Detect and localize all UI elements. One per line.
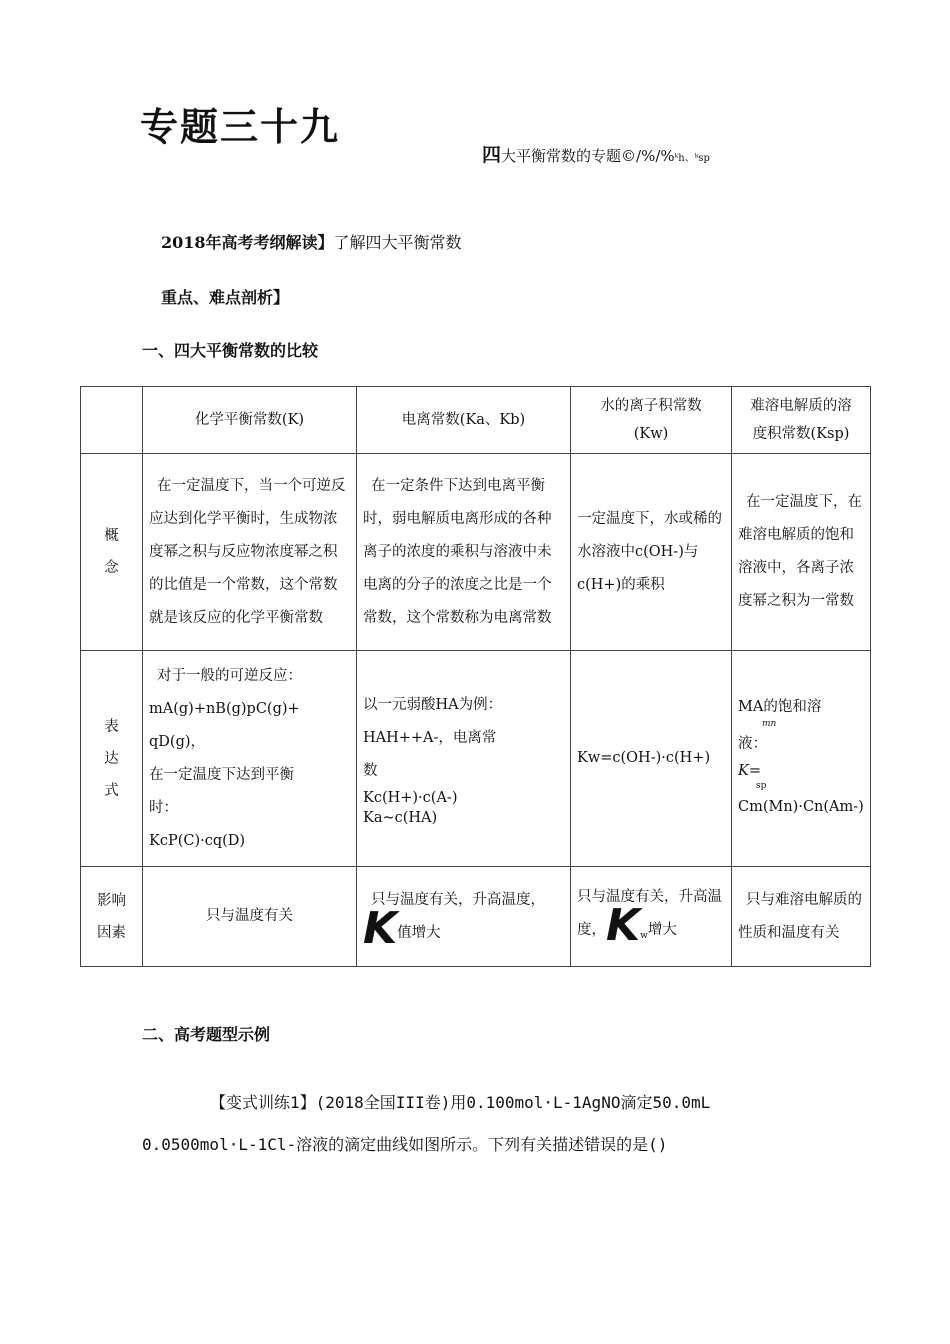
expression-k-line1: 对于一般的可逆反应：: [157, 667, 302, 684]
expression-ksp-line3-text: K=: [738, 762, 761, 779]
keypoints-heading: 重点、难点剖析】: [161, 288, 290, 307]
header-equilibrium-constant: 化学平衡常数(K): [143, 387, 357, 454]
syllabus-label: 2018年高考考纲解读】: [161, 233, 334, 252]
expression-ka-line4: Kc(H+)·c(A-): [363, 790, 458, 806]
row-label-factors: [81, 867, 143, 967]
header-ksp-line1: 难溶电解质的溶: [750, 398, 852, 414]
subtitle-tail: ᵏh、ᵏsp: [674, 153, 710, 164]
subtitle-text: 大平衡常数的专题©/%/%: [501, 147, 675, 165]
expression-ka-line2: HAH++A-，电离常: [363, 730, 497, 746]
factors-kw-k-symbol: K: [606, 899, 641, 951]
section-1-heading: 一、四大平衡常数的比较: [142, 341, 319, 360]
expression-ksp-line1-small: mn: [762, 718, 777, 729]
row-label-factors-1: 影响: [97, 892, 126, 909]
row-label-concept-2: 念: [104, 560, 119, 576]
expression-k-line3: qD(g)，: [149, 733, 206, 750]
concept-ka: 在一定条件下达到电离平衡时，弱电解质电离形成的各种离子的浓度的乘积与溶液中未电离的分子的浓度之比是一个常数，这个常数称为电离常数: [357, 454, 571, 651]
factors-ksp: 只与难溶电解质的性质和温度有关: [732, 867, 871, 967]
expression-k-line6: KcP(C)·cq(D): [149, 832, 246, 849]
table-row-factors: [81, 867, 871, 967]
factors-k: 只与温度有关: [143, 867, 357, 967]
subtitle-first-char: 四: [482, 144, 502, 166]
expression-ka-line1: 以一元弱酸HA为例：: [363, 697, 503, 713]
page-title: 专题三十九: [140, 105, 341, 149]
header-water-ion-product: [571, 387, 732, 454]
concept-kw: 一定温度下，水或稀的水溶液中c(OH-)与c(H+)的乘积: [571, 454, 732, 651]
expression-k-line5: 时：: [149, 799, 178, 816]
header-solubility-product: [732, 387, 871, 454]
expression-kw: Kw=c(OH-)·c(H+): [571, 651, 732, 867]
factors-ka-before: 只与温度有关，升高温度，: [371, 891, 545, 908]
exercise-line-2: 0.0500mol·L-1Cl-溶液的滴定曲线如图所示。下列有关描述错误的是(): [142, 1135, 668, 1154]
row-label-expression-3: 式: [104, 782, 119, 799]
concept-k: 在一定温度下，当一个可逆反应达到化学平衡时，生成物浓度幂之积与反应物浓度幂之积的比值是一个常数，这个常数就是该反应的化学平衡常数: [143, 454, 357, 651]
expression-ksp-line1: [738, 694, 864, 728]
expression-k-line4: 在一定温度下达到平衡: [149, 766, 294, 783]
factors-kw-after: 增大: [647, 921, 677, 938]
header-water-line2: (Kw): [633, 426, 669, 442]
concept-ksp: 在一定温度下，在难溶电解质的饱和溶液中，各离子浓度幂之积为一常数: [732, 454, 871, 651]
row-label-factors-2: 因素: [97, 924, 126, 941]
table-header-row: [81, 387, 871, 454]
header-empty-cell: [81, 387, 143, 454]
constants-comparison-table: [80, 386, 871, 967]
row-label-expression-1: 表: [104, 718, 119, 735]
expression-ka-line5: Ka~c(HA): [363, 810, 438, 826]
table-row-concept: [81, 454, 871, 651]
section-2-heading: 二、高考题型示例: [142, 1025, 271, 1044]
row-label-concept-1: 概: [104, 528, 119, 544]
expression-ksp-line3: [738, 761, 864, 791]
header-ionization-constant: 电离常数(Ka、Kb): [357, 387, 571, 454]
expression-ksp: [732, 651, 871, 867]
topic-subtitle: [482, 140, 710, 167]
table-row-expression: [81, 651, 871, 867]
factors-ka: [357, 867, 571, 967]
factors-kw: [571, 867, 732, 967]
expression-k: [143, 651, 357, 867]
syllabus-line: [161, 230, 462, 253]
expression-k-line2: mA(g)+nB(g)pC(g)+: [149, 700, 300, 717]
expression-ksp-line4: Cm(Mn)·Cn(Am-): [738, 798, 864, 815]
row-label-concept: [81, 454, 143, 651]
factors-ka-k-symbol: K: [363, 902, 398, 954]
row-label-expression-2: 达: [104, 750, 119, 767]
exercise-line-1: 【变式训练1】(2018全国III卷)用0.100mol·L-1AgNO滴定50.0mL: [210, 1093, 711, 1112]
row-label-expression: [81, 651, 143, 867]
syllabus-text: 了解四大平衡常数: [333, 233, 462, 252]
expression-ksp-line2: 液：: [738, 735, 767, 752]
header-ksp-line2: 度积常数(Ksp): [752, 426, 850, 442]
expression-ka-line3: 数: [363, 763, 378, 779]
expression-ksp-line1-text: MA的饱和溶: [738, 698, 822, 715]
factors-kw-before: 只与温度有关，升高温度，: [577, 888, 722, 938]
header-water-line1: 水的离子积常数: [600, 398, 702, 414]
factors-kw-subscript: w: [640, 930, 648, 941]
expression-ka: [357, 651, 571, 867]
factors-ka-after: 值增大: [397, 924, 441, 941]
expression-ksp-line3-small: sp: [756, 780, 767, 791]
